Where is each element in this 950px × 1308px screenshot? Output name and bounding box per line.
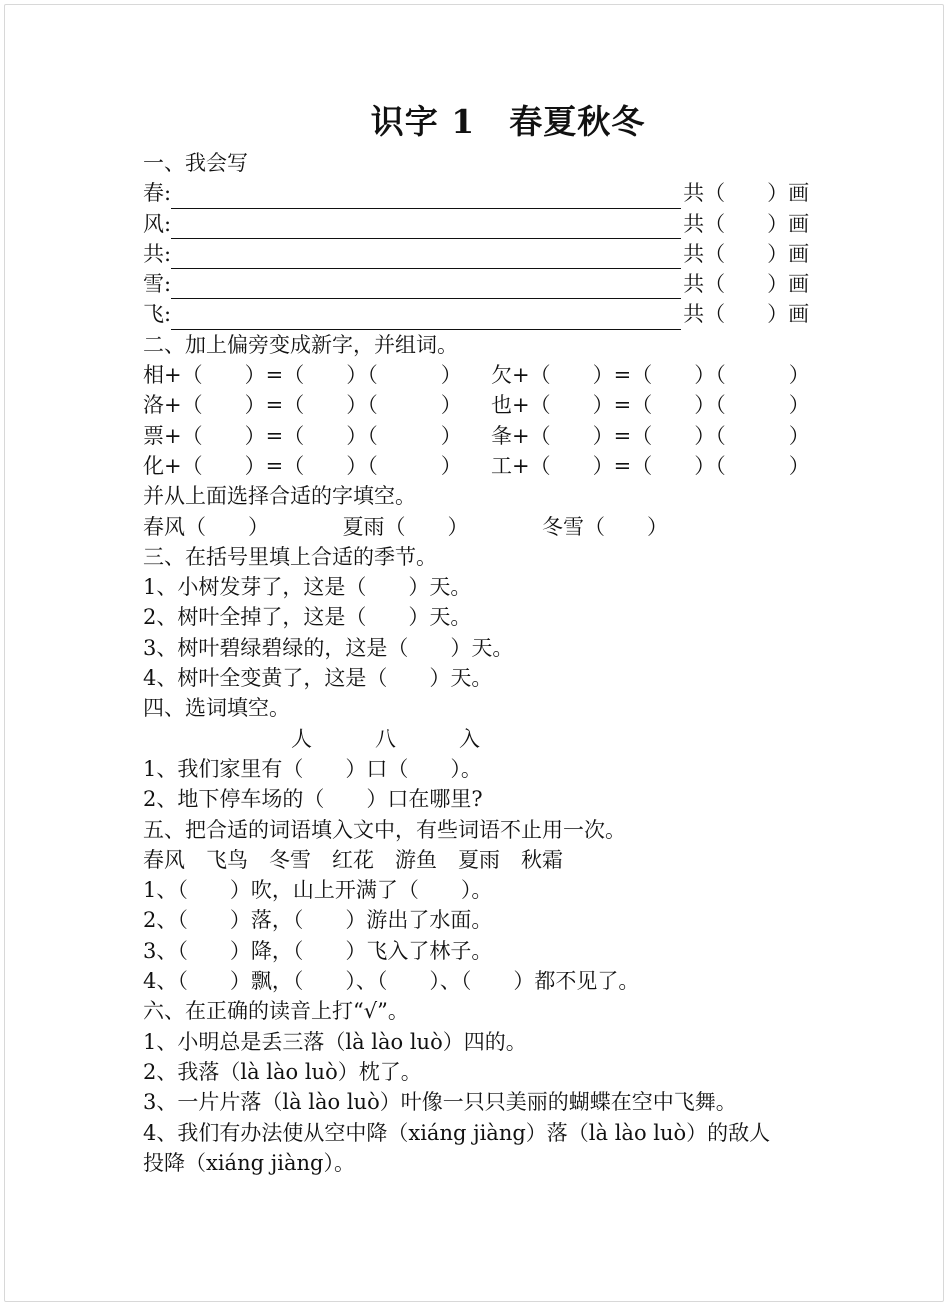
write-row xyxy=(143,178,843,208)
write-row-char: 共: xyxy=(143,241,172,266)
writing-line[interactable] xyxy=(171,248,681,269)
radical-row xyxy=(143,390,843,420)
write-row-char: 风: xyxy=(143,211,172,236)
question-item-continued: 投降（xiáng jiàng）。 xyxy=(143,1150,355,1175)
question-item: 2、树叶全掉了，这是（ ）天。 xyxy=(143,605,472,630)
section-4-heading: 四、选词填空。 xyxy=(143,696,290,721)
radical-row xyxy=(143,421,843,451)
radical-row xyxy=(143,451,843,481)
page-title: 识字 1 春夏秋冬 xyxy=(370,102,646,141)
worksheet xyxy=(143,96,843,1178)
question-item: 3、（ ）降，（ ）飞入了林子。 xyxy=(143,938,493,963)
radical-exercise-left: 化+（ ）=（ ）（ ） xyxy=(143,453,462,478)
write-row-char: 春: xyxy=(143,181,172,206)
question-item: 1、小明总是丢三落（là lào luò）四的。 xyxy=(143,1029,527,1054)
question-item: 2、地下停车场的（ ）口在哪里? xyxy=(143,787,483,812)
write-row xyxy=(143,299,843,329)
stroke-count: 共（ ）画 xyxy=(683,272,810,297)
writing-line[interactable] xyxy=(171,278,681,299)
writing-line[interactable] xyxy=(171,218,681,239)
section-1-heading: 一、我会写 xyxy=(143,151,248,175)
radical-exercise-right: 夆+（ ）=（ ）（ ） xyxy=(491,423,810,448)
question-item: 1、（ ）吹，山上开满了（ ）。 xyxy=(143,878,493,903)
write-row-char: 雪: xyxy=(143,272,172,297)
radical-row xyxy=(143,360,843,390)
question-item: 4、我们有办法使从空中降（xiáng jiàng）落（là lào luò）的敌人 xyxy=(143,1120,771,1145)
radical-exercise-left: 相+（ ）=（ ）（ ） xyxy=(143,363,462,388)
section-5-heading: 五、把合适的词语填入文中，有些词语不止用一次。 xyxy=(143,817,626,842)
season-fill-row: 春风（ ） 夏雨（ ） 冬雪（ ） xyxy=(143,514,668,539)
section-2-note: 并从上面选择合适的字填空。 xyxy=(143,484,416,509)
question-item: 2、我落（là lào luò）枕了。 xyxy=(143,1059,422,1084)
radical-exercise-left: 票+（ ）=（ ）（ ） xyxy=(143,423,462,448)
radical-exercise-left: 洛+（ ）=（ ）（ ） xyxy=(143,393,462,418)
question-item: 4、（ ）飘，（ ）、（ ）、（ ）都不见了。 xyxy=(143,969,640,994)
write-row xyxy=(143,209,843,239)
write-row xyxy=(143,269,843,299)
question-item: 1、我们家里有（ ）口（ ）。 xyxy=(143,756,482,781)
write-row-char: 飞: xyxy=(143,302,172,327)
section-6-heading: 六、在正确的读音上打“√”。 xyxy=(143,999,409,1024)
radical-exercise-right: 工+（ ）=（ ）（ ） xyxy=(491,453,810,478)
question-item: 2、（ ）落，（ ）游出了水面。 xyxy=(143,908,493,933)
write-row xyxy=(143,239,843,269)
word-choices: 人 八 入 xyxy=(291,726,480,751)
question-item: 1、小树发芽了，这是（ ）天。 xyxy=(143,575,472,600)
writing-line[interactable] xyxy=(171,309,681,330)
question-item: 4、树叶全变黄了，这是（ ）天。 xyxy=(143,666,493,691)
word-bank: 春风 飞鸟 冬雪 红花 游鱼 夏雨 秋霜 xyxy=(143,847,563,872)
radical-exercise-right: 也+（ ）=（ ）（ ） xyxy=(491,393,810,418)
writing-line[interactable] xyxy=(171,188,681,209)
stroke-count: 共（ ）画 xyxy=(683,302,810,327)
stroke-count: 共（ ）画 xyxy=(683,211,810,236)
section-2-heading: 二、加上偏旁变成新字，并组词。 xyxy=(143,332,458,357)
section-3-heading: 三、在括号里填上合适的季节。 xyxy=(143,544,437,569)
stroke-count: 共（ ）画 xyxy=(683,241,810,266)
question-item: 3、一片片落（là lào luò）叶像一只只美丽的蝴蝶在空中飞舞。 xyxy=(143,1090,737,1115)
radical-exercise-right: 欠+（ ）=（ ）（ ） xyxy=(491,363,810,388)
stroke-count: 共（ ）画 xyxy=(683,181,810,206)
question-item: 3、树叶碧绿碧绿的，这是（ ）天。 xyxy=(143,635,514,660)
